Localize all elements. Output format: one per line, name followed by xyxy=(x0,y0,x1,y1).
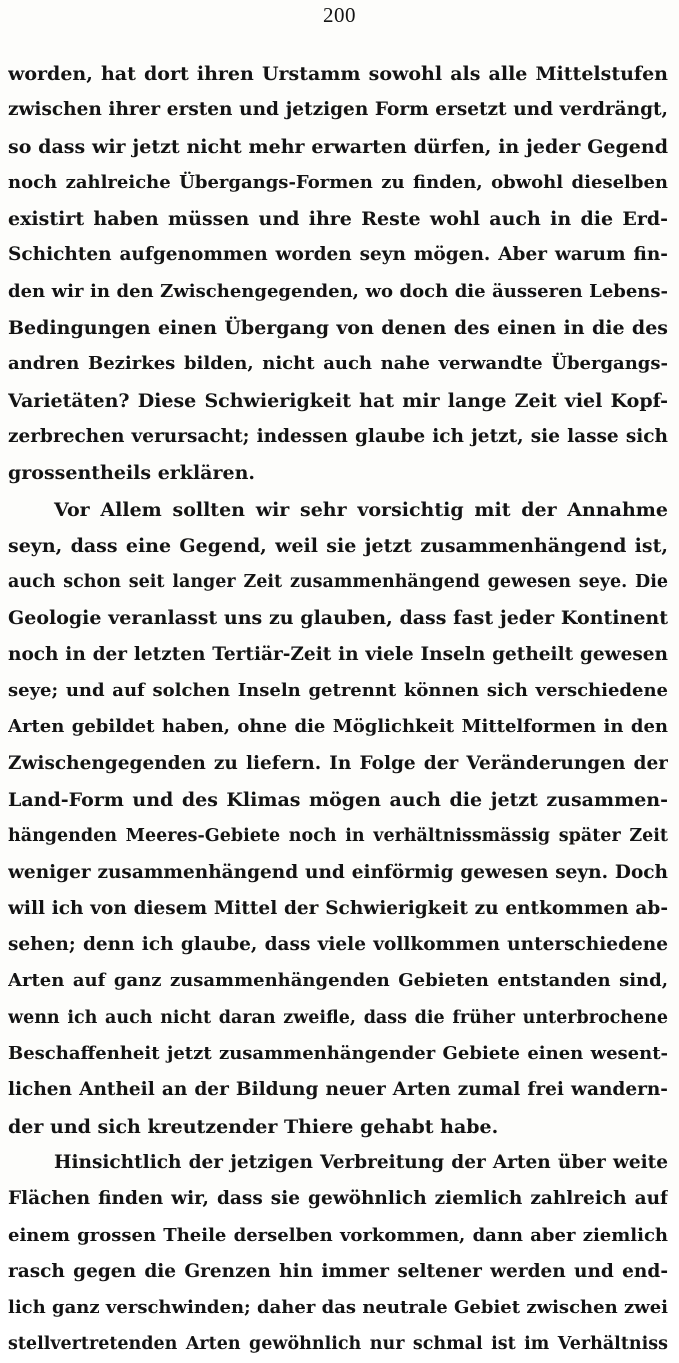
text-line: will ich von diesem Mittel der Schwierigkeit zu entkommen ab- xyxy=(8,897,668,919)
text-line: Arten gebildet haben, ohne die Möglichkeit Mittelformen in den xyxy=(8,716,668,738)
text-line: Arten auf ganz zusammenhängenden Gebieten entstanden sind, xyxy=(8,970,668,992)
text-line: einem grossen Theile derselben vorkommen, dann aber ziemlich xyxy=(8,1224,668,1246)
text-line: so dass wir jetzt nicht mehr erwarten dürfen, in jeder Gegend xyxy=(8,135,668,158)
text-line: seyn, dass eine Gegend, weil sie jetzt zusammenhängend ist, xyxy=(8,534,668,557)
text-line: auch schon seit langer Zeit zusammenhängend gewesen seye. Die xyxy=(8,572,668,593)
text-line: weniger zusammenhängend und einförmig gewesen seyn. Doch xyxy=(8,861,668,883)
body-text xyxy=(8,56,668,1363)
page-number: 200 xyxy=(323,3,356,27)
text-line: Varietäten? Diese Schwierigkeit hat mir lange Zeit viel Kopf- xyxy=(8,389,668,412)
text-line: zerbrechen verursacht; indessen glaube ich jetzt, sie lasse sich xyxy=(8,425,668,447)
text-line: rasch gegen die Grenzen hin immer seltener werden und end- xyxy=(8,1260,668,1282)
text-line: existirt haben müssen und ihre Reste wohl auch in die Erd- xyxy=(8,208,668,231)
text-line: stellvertretenden Arten gewöhnlich nur schmal ist im Verhältniss xyxy=(8,1334,668,1355)
text-line: wenn ich auch nicht daran zweifle, dass die früher unterbrochene xyxy=(8,1007,668,1028)
text-line: zwischen ihrer ersten und jetzigen Form ersetzt und verdrängt, xyxy=(8,99,668,121)
text-line: seye; und auf solchen Inseln getrennt können sich verschiedene xyxy=(8,680,668,702)
text-line: den wir in den Zwischengegenden, wo doch die äusseren Lebens- xyxy=(8,280,668,302)
text-line: Flächen finden wir, dass sie gewöhnlich ziemlich zahlreich auf xyxy=(8,1188,668,1210)
text-line: Vor Allem sollten wir sehr vorsichtig mit der Annahme xyxy=(54,498,668,521)
text-line: Bedingungen einen Übergang von denen des einen in die des xyxy=(8,317,668,340)
text-line: sehen; denn ich glaube, dass viele vollkommen unterschiedene xyxy=(8,934,668,956)
text-line: Land-Form und des Klimas mögen auch die jetzt zusammen- xyxy=(8,788,668,811)
text-line: lichen Antheil an der Bildung neuer Arten zumal frei wandern- xyxy=(8,1079,668,1101)
text-line: lich ganz verschwinden; daher das neutrale Gebiet zwischen zwei xyxy=(8,1297,668,1319)
text-line: worden, hat dort ihren Urstamm sowohl als alle Mittelstufen xyxy=(8,63,668,85)
text-line: andren Bezirkes bilden, nicht auch nahe verwandte Übergangs- xyxy=(8,353,668,375)
text-line: noch zahlreiche Übergangs-Formen zu finden, obwohl dieselben xyxy=(8,171,668,193)
text-line: Schichten aufgenommen worden seyn mögen. Aber warum fin- xyxy=(8,244,668,266)
text-line: Beschaffenheit jetzt zusammenhängender Gebiete einen wesent- xyxy=(8,1043,668,1065)
text-line: Zwischengegenden zu liefern. In Folge der Veränderungen der xyxy=(8,752,668,774)
text-line: grossentheils erklären. xyxy=(8,462,256,485)
text-line: der und sich kreutzender Thiere gehabt habe. xyxy=(8,1115,499,1138)
text-line: Geologie veranlasst uns zu glauben, dass fast jeder Kontinent xyxy=(8,607,668,630)
text-line: Hinsichtlich der jetzigen Verbreitung der Arten über weite xyxy=(54,1151,668,1173)
text-line: noch in der letzten Tertiär-Zeit in viele Inseln getheilt gewesen xyxy=(8,643,668,665)
text-line: hängenden Meeres-Gebiete noch in verhältnissmässig später Zeit xyxy=(8,826,668,847)
